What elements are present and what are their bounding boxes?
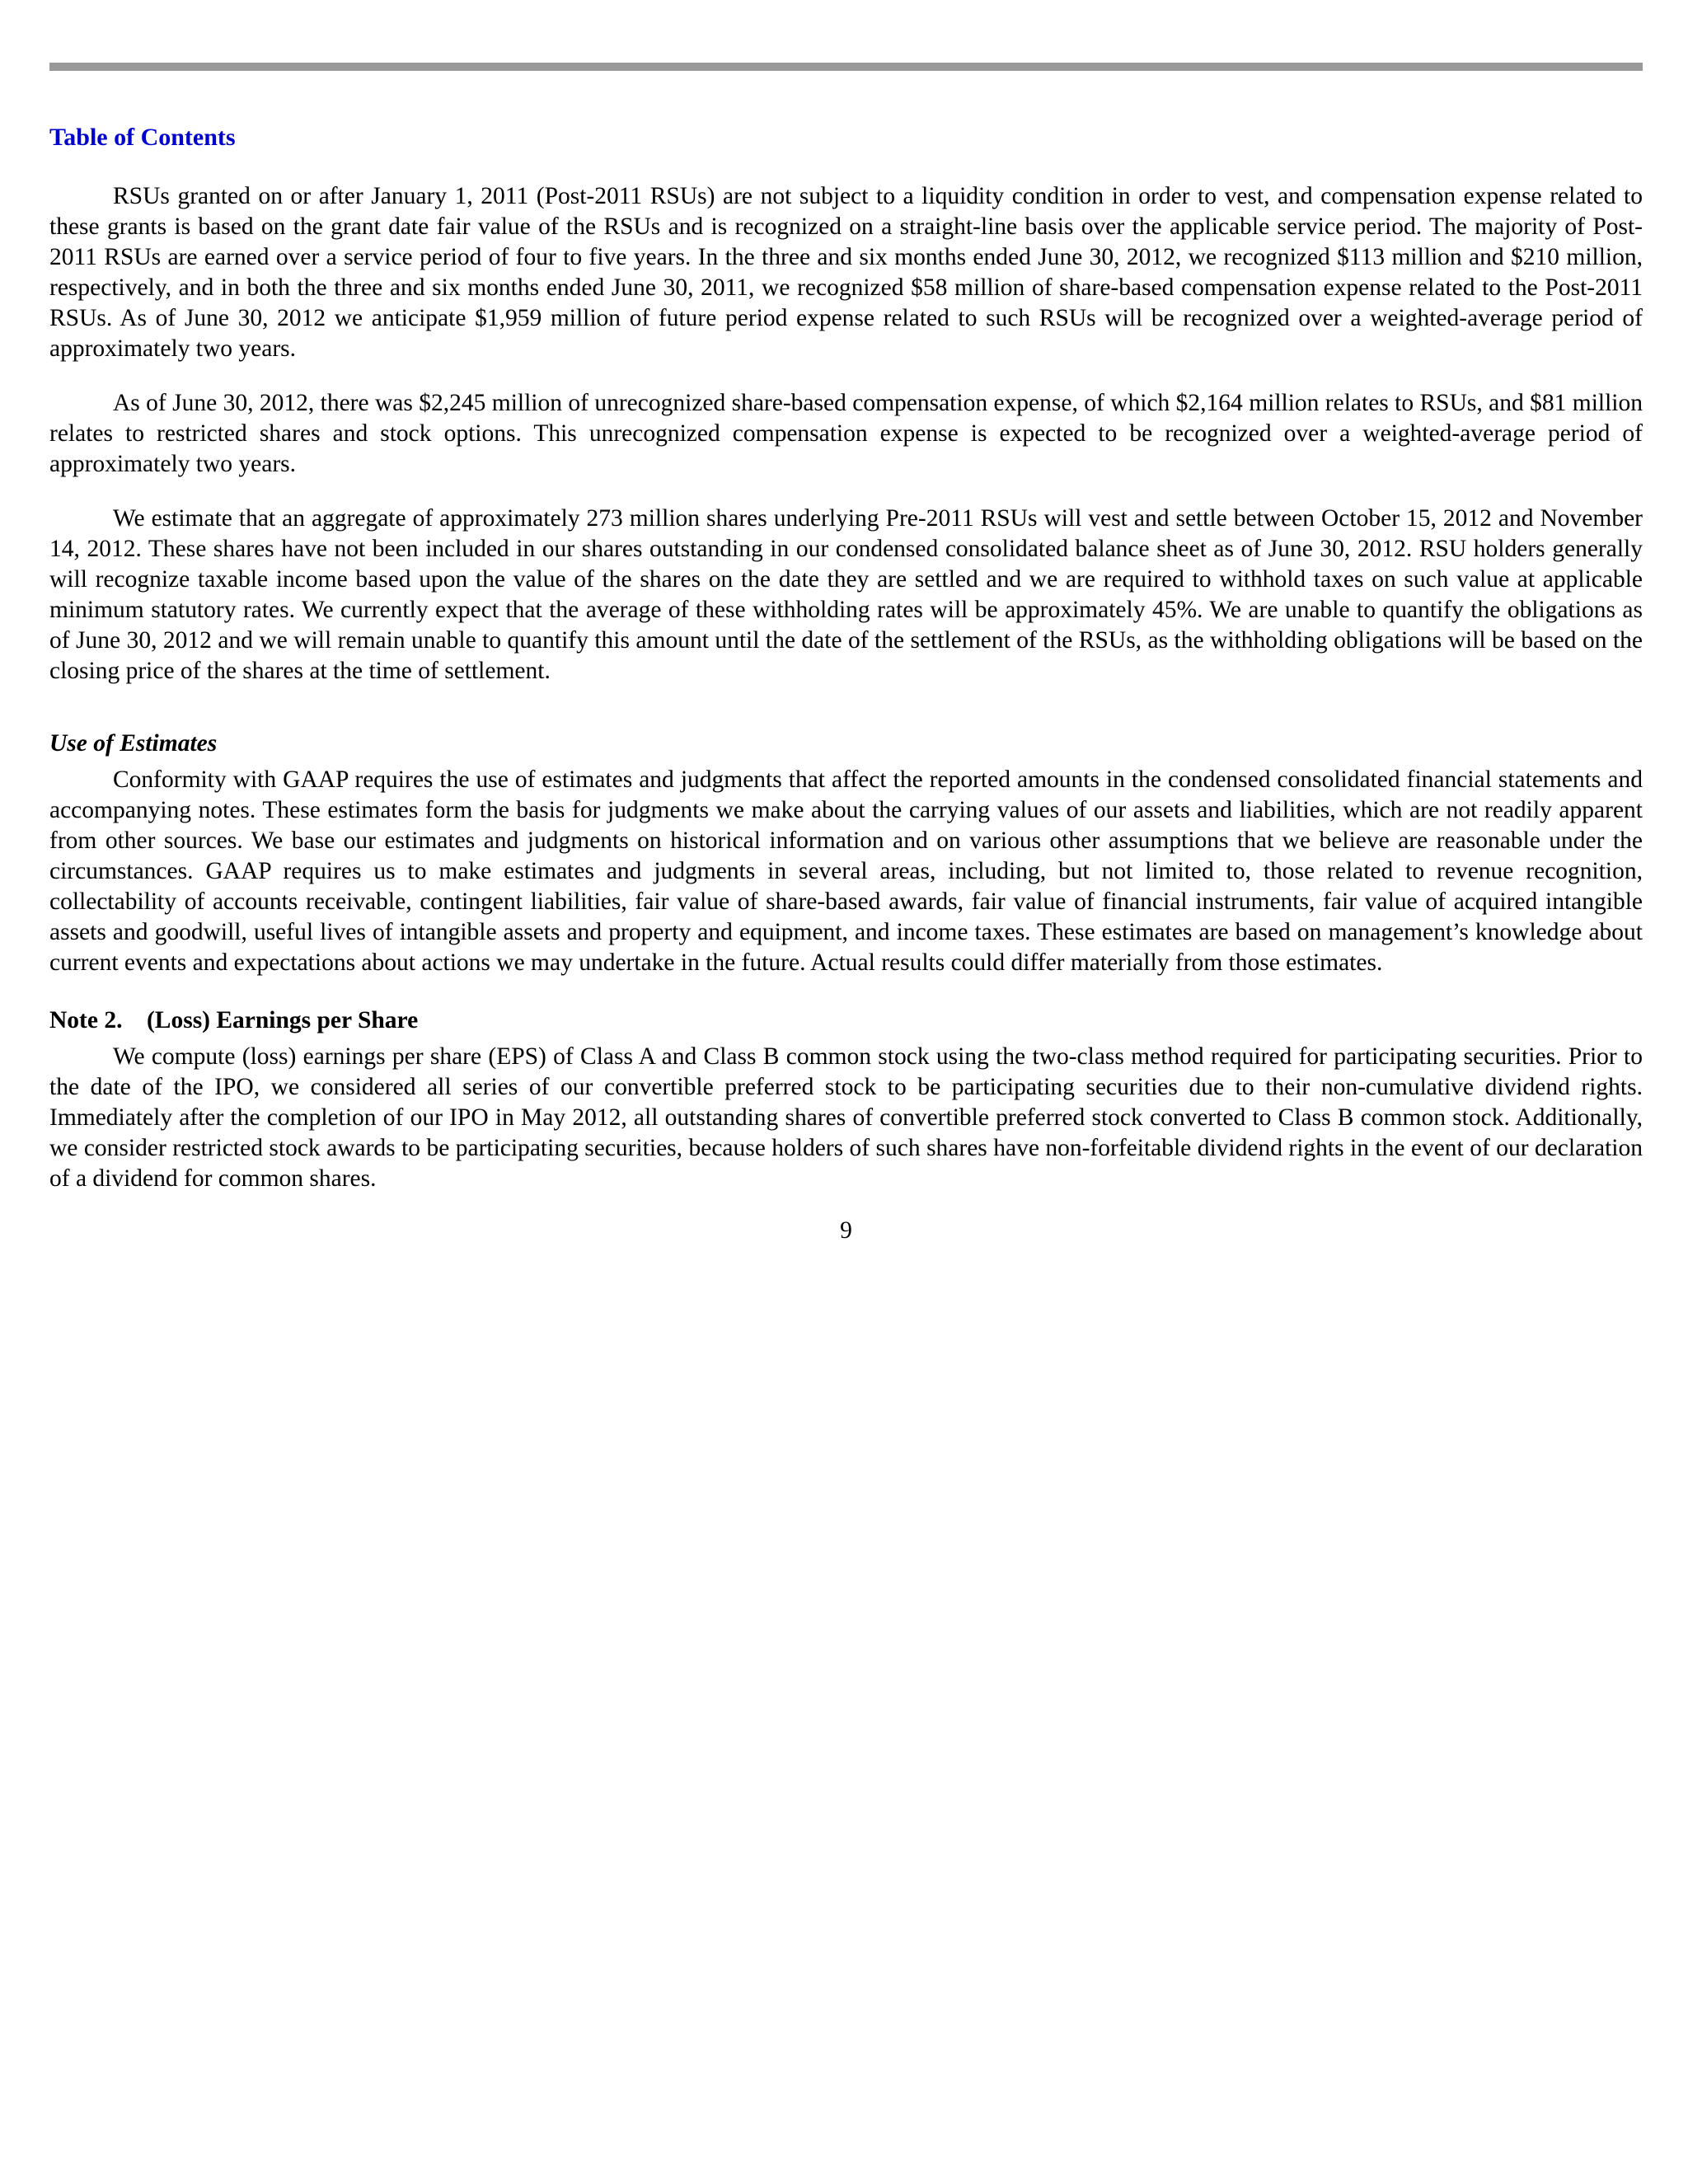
note-2-heading: Note 2. (Loss) Earnings per Share [49, 1007, 419, 1033]
page-edge-shade [1648, 0, 1688, 2184]
top-rule [49, 63, 1643, 71]
page-number: 9 [840, 1217, 852, 1244]
paragraph-use-of-estimates: Conformity with GAAP requires the use of estimates and judgments that affect the reported amounts in the condensed consolidated financial statements and accompanying notes. These estimates form the basis for judgments we make about the carrying values of our assets and liabilities, which are not readily apparent from other sources. We base our estimates and judgments on historical information and on various other assumptions that we believe are reasonable under the circumstances. GAAP requires us to make estimates and judgments in several areas, including, but not limited to, those related to revenue recognition, collectability of accounts receivable, contingent liabilities, fair value of share-based awards, fair value of financial instruments, fair value of acquired intangible assets and goodwill, useful lives of intangible assets and property and equipment, and income taxes. These estimates are based on management’s knowledge about current events and expectations about actions we may undertake in the future. Actual results could differ materially from those estimates. [49, 766, 1643, 976]
use-of-estimates-heading: Use of Estimates [49, 730, 218, 757]
table-of-contents-link[interactable]: Table of Contents [49, 124, 236, 151]
paragraph-post-2011-rsus: RSUs granted on or after January 1, 2011 (Post-2011 RSUs) are not subject to a liquidity condition in order to vest, and compensation expense related to these grants is based on the grant date fair value of the RSUs and is recognized on a straight-line basis over the applicable service period. The majority of Post-2011 RSUs are earned over a service period of four to five years. In the three and six months ended June 30, 2012, we recognized $113 million and $210 million, respectively, and in both the three and six months ended June 30, 2011, we recognized $58 million of share-based compensation expense related to the Post-2011 RSUs. As of June 30, 2012 we anticipate $1,959 million of future period expense related to such RSUs will be recognized over a weighted-average period of approximately two years. [49, 183, 1643, 362]
paragraph-eps: We compute (loss) earnings per share (EPS) of Class A and Class B common stock using the two-class method required for participating securities. Prior to the date of the IPO, we considered all series of our convertible preferred stock to be participating securities due to their non-cumulative dividend rights. Immediately after the completion of our IPO in May 2012, all outstanding shares of convertible preferred stock converted to Class B common stock. Additionally, we consider restricted stock awards to be participating securities, because holders of such shares have non-forfeitable dividend rights in the event of our declaration of a dividend for common shares. [49, 1043, 1643, 1192]
page-content [49, 122, 1643, 1246]
paragraph-pre-2011-rsus-settlement: We estimate that an aggregate of approximately 273 million shares underlying Pre-2011 RSUs will vest and settle between October 15, 2012 and November 14, 2012. These shares have not been included in our shares outstanding in our condensed consolidated balance sheet as of June 30, 2012. RSU holders generally will recognize taxable income based upon the value of the shares on the date they are settled and we are required to withhold taxes on such value at applicable minimum statutory rates. We currently expect that the average of these withholding rates will be approximately 45%. We are unable to quantify the obligations as of June 30, 2012 and we will remain unable to quantify this amount until the date of the settlement of the RSUs, as the withholding obligations will be based on the closing price of the shares at the time of settlement. [49, 505, 1643, 684]
paragraph-unrecognized-expense: As of June 30, 2012, there was $2,245 million of unrecognized share-based compensation expense, of which $2,164 million relates to RSUs, and $81 million relates to restricted shares and stock options. This unrecognized compensation expense is expected to be recognized over a weighted-average period of approximately two years. [49, 390, 1643, 477]
